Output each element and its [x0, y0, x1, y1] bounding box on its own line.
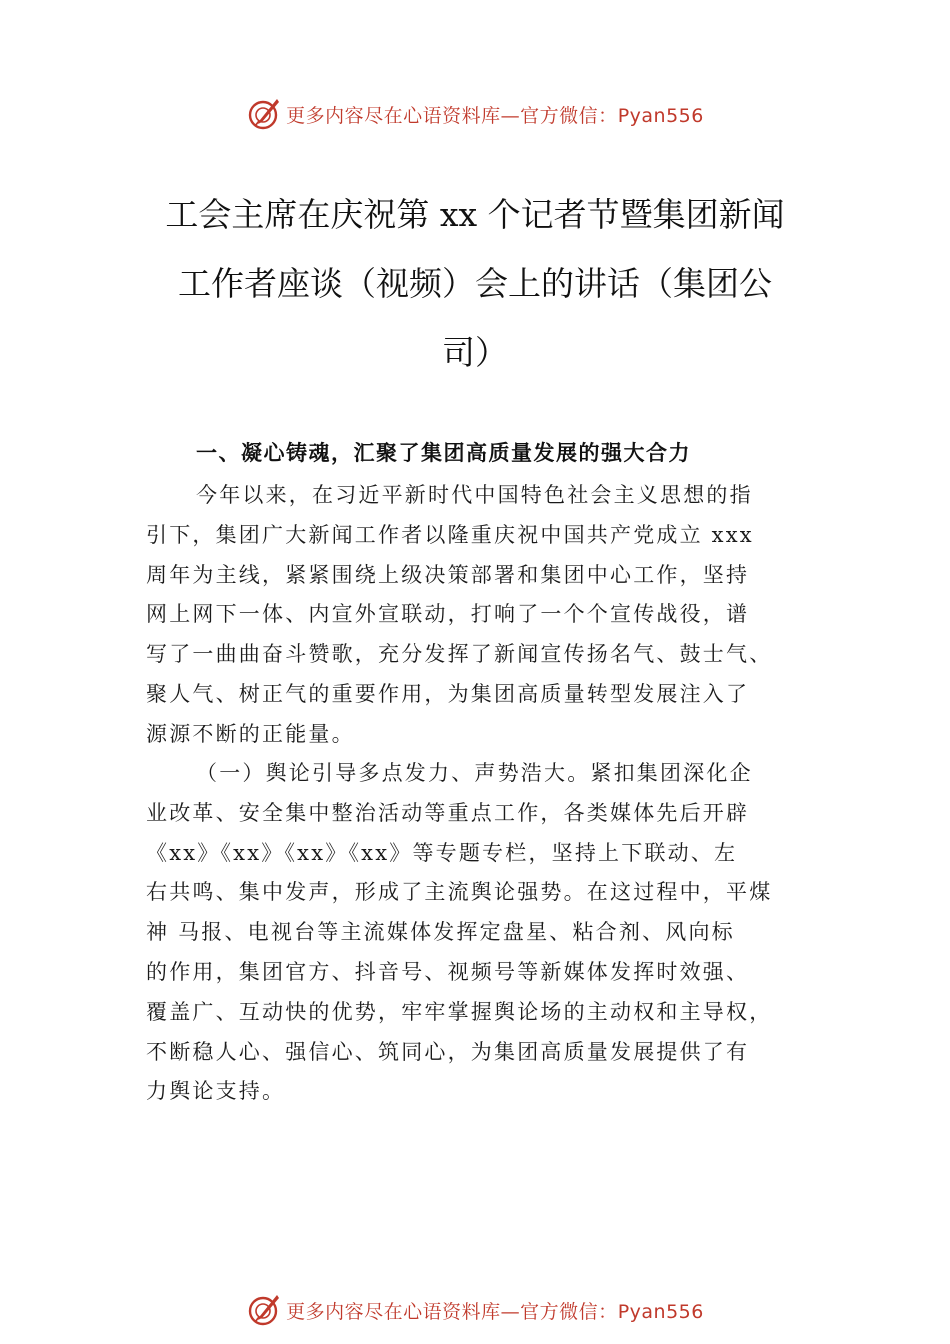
text-line: 力舆论支持。 [146, 1079, 286, 1104]
text-line: 神 马报、电视台等主流媒体发挥定盘星、粘合剂、风向标 [146, 920, 735, 945]
text-line: 右共鸣、集中发声，形成了主流舆论强势。在这过程中，平煤 [146, 880, 773, 905]
section-heading: 一、凝心铸魂，汇聚了集团高质量发展的强大合力 [196, 441, 691, 465]
watermark-brand: 更多内容尽在心语资料库 [286, 104, 501, 127]
text-line: 的作用，集团官方、抖音号、视频号等新媒体发挥时效强、 [146, 959, 750, 984]
text-line: 今年以来，在习近平新时代中国特色社会主义思想的指 [196, 483, 753, 507]
text-line: 聚人气、树正气的重要作用，为集团高质量转型发展注入了 [146, 681, 750, 706]
text-line: 不断稳人心、强信心、筑同心，为集团高质量发展提供了有 [146, 1039, 750, 1064]
body-paragraph-1 [146, 476, 826, 755]
watermark-wechat-id: Pyan556 [617, 1300, 704, 1323]
text-line: 网上网下一体、内宣外宣联动，打响了一个个宣传战役，谱 [146, 602, 750, 627]
watermark-banner-bottom [0, 1290, 950, 1330]
watermark-text [286, 1297, 704, 1324]
watermark-wechat-id: Pyan556 [617, 104, 704, 127]
quill-logo-icon [246, 1292, 282, 1328]
watermark-brand: 更多内容尽在心语资料库 [286, 1300, 501, 1323]
text-line: 写了一曲曲奋斗赞歌，充分发挥了新闻宣传扬名气、鼓士气、 [146, 642, 773, 667]
document-title [120, 180, 830, 387]
title-line: 工作者座谈（视频）会上的讲话（集团公 [178, 264, 772, 303]
quill-logo-icon [246, 96, 282, 132]
watermark-banner-top [0, 94, 950, 134]
watermark-wechat-label: 官方微信： [520, 104, 618, 127]
text-line: （一）舆论引导多点发力、声势浩大。紧扣集团深化企 [196, 761, 753, 785]
title-line: 工会主席在庆祝第 xx 个记者节暨集团新闻 [165, 195, 785, 234]
watermark-dash: — [500, 1300, 521, 1323]
text-line: 源源不断的正能量。 [146, 721, 355, 746]
body-paragraph-2 [146, 754, 826, 1112]
text-line: 周年为主线，紧紧围绕上级决策部署和集团中心工作，坚持 [146, 562, 750, 587]
text-line: 《xx》《xx》《xx》《xx》等专题专栏，坚持上下联动、左 [146, 840, 738, 865]
text-line: 业改革、安全集中整治活动等重点工作，各类媒体先后开辟 [146, 800, 750, 825]
watermark-text [286, 101, 704, 128]
title-line: 司） [442, 333, 508, 372]
watermark-dash: — [500, 104, 521, 127]
text-line: 引下，集团广大新闻工作者以隆重庆祝中国共产党成立 xxx [146, 522, 754, 547]
text-line: 覆盖广、互动快的优势，牢牢掌握舆论场的主动权和主导权， [146, 999, 773, 1024]
watermark-wechat-label: 官方微信： [520, 1300, 618, 1323]
